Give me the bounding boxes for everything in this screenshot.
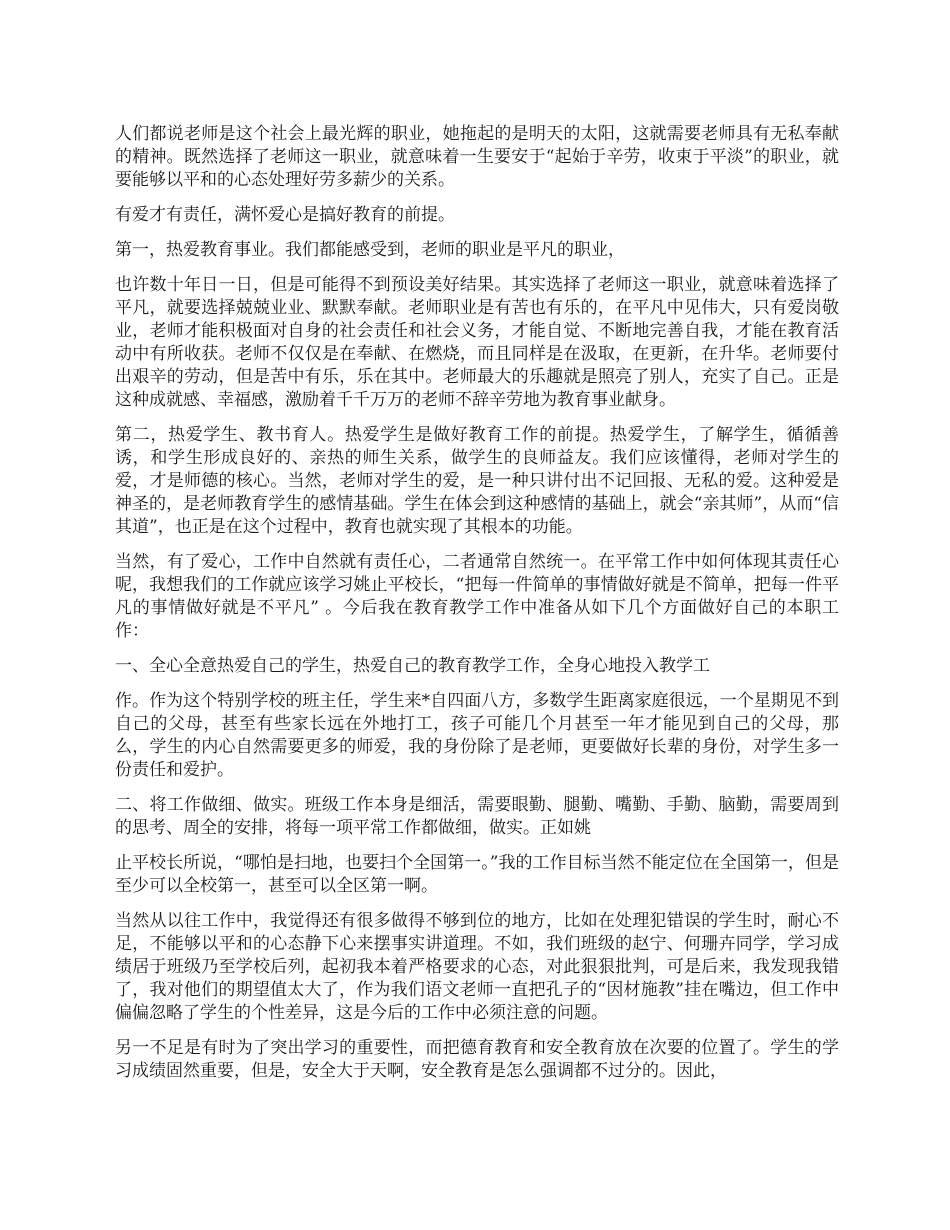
paragraph-item-one: 一、全心全意热爱自己的学生，热爱自己的教育教学工作，全身心地投入教学工 [115,656,710,676]
paragraph-shortcoming: 另一不足是有时为了突出学习的重要性，而把德育教育和安全教育放在次要的位置了。学生的学习成绩固然重要，但是，安全大于天啊，安全教育是怎么强调都不过分的。因此， [115,1038,839,1081]
paragraph-item-two: 二、将工作做细、做实。班级工作本身是细活，需要眼勤、腿勤、嘴勤、手勤、脑勤，需要周到的思考、周全的安排，将每一项平常工作都做细，做实。正如姚 [115,795,839,838]
paragraph-intro: 人们都说老师是这个社会上最光辉的职业，她拖起的是明天的太阳，这就需要老师具有无私奉献的精神。既然选择了老师这一职业，就意味着一生要安于“起始于辛劳，收束于平淡”的职业，就要能够以平和的心态处理好劳多薪少的关系。 [115,124,839,190]
paragraph-responsibility: 当然，有了爱心，工作中自然就有责任心，二者通常自然统一。在平常工作中如何体现其责任心呢，我想我们的工作就应该学习姚止平校长，“把每一件简单的事情做好就是不简单，把每一件平凡的事情做好就是不平凡” 。今后我在教育教学工作中准备从如下几个方面做好自己的本职工作： [115,552,839,641]
paragraph-first-point: 第一，热爱教育事业。我们都能感受到，老师的职业是平凡的职业， [115,240,625,260]
document-body [115,123,839,1095]
paragraph-love-responsibility: 有爱才有责任，满怀爱心是搞好教育的前提。 [115,205,455,225]
paragraph-reflection: 当然从以往工作中，我觉得还有很多做得不够到位的地方，比如在处理犯错误的学生时，耐心不足，不能够以平和的心态静下心来摆事实讲道理。不如，我们班级的赵宁、何珊卉同学，学习成绩居于班级乃至学校后列，起初我本着严格要求的心态，对此狠狠批判，可是后来，我发现我错了，我对他们的期望值太大了，作为我们语文老师一直把孔子的“因材施教”挂在嘴边，但工作中偏偏忽略了学生的个性差异，这是今后的工作中必须注意的问题。 [115,911,839,1023]
paragraph-first-point-body: 也许数十年日一日，但是可能得不到预设美好结果。其实选择了老师这一职业，就意味着选择了平凡，就要选择兢兢业业、默默奉献。老师职业是有苦也有乐的，在平凡中见伟大，只有爱岗敬业，老师才能积极面对自身的社会责任和社会义务，才能自觉、不断地完善自我，才能在教育活动中有所收获。老师不仅仅是在奉献、在燃烧，而且同样是在汲取，在更新，在升华。老师要付出艰辛的劳动，但是苦中有乐，乐在其中。老师最大的乐趣就是照亮了别人，充实了自己。正是这种成就感、幸福感，激励着千千万万的老师不辞辛劳地为教育事业献身。 [115,275,839,410]
paragraph-item-two-body: 止平校长所说，“哪怕是扫地，也要扫个全国第一。”我的工作目标当然不能定位在全国第一，但是至少可以全校第一，甚至可以全区第一啊。 [115,853,839,896]
paragraph-second-point: 第二，热爱学生、教书育人。热爱学生是做好教育工作的前提。热爱学生，了解学生，循循善诱，和学生形成良好的、亲热的师生关系，做学生的良师益友。我们应该懂得，老师对学生的爱，才是师德的核心。当然，老师对学生的爱，是一种只讲付出不记回报、无私的爱。这种爱是神圣的，是老师教育学生的感情基础。学生在体会到这种感情的基础上，就会“亲其师”，从而“信其道”，也正是在这个过程中，教育也就实现了其根本的功能。 [115,425,839,537]
paragraph-item-one-body: 作。作为这个特别学校的班主任，学生来*自四面八方，多数学生距离家庭很远，一个星期见不到自己的父母，甚至有些家长远在外地打工，孩子可能几个月甚至一年才能见到自己的父母，那么，学生的内心自然需要更多的师爱，我的身份除了是老师，更要做好长辈的身份，对学生多一份责任和爱护。 [115,691,839,780]
